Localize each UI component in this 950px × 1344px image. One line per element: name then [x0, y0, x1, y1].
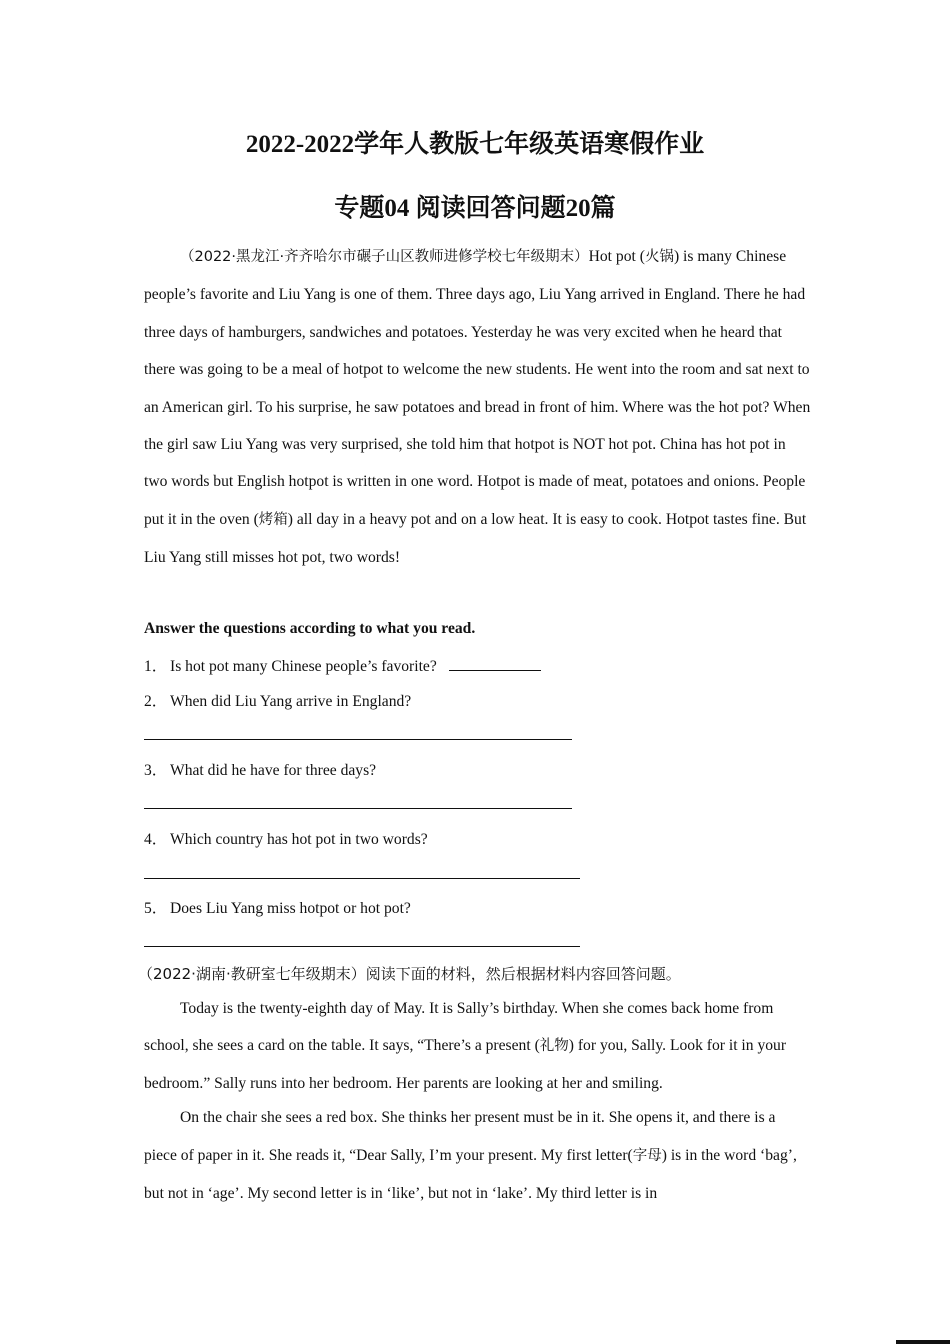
- passage-2-paragraph-2: [144, 1099, 812, 1213]
- letter-cn-word: 字母: [632, 1147, 662, 1164]
- passage-1: [144, 238, 812, 577]
- question-text: When did Liu Yang arrive in England?: [170, 693, 412, 710]
- passage-2-para1-a: Today is the twenty-eighth day of May. It is Sally’s birthday. When she comes back home from school, she sees a card on the table. It says, “There’s a present (: [144, 1000, 774, 1054]
- hotpot-cn-word: 火锅: [644, 249, 674, 265]
- passage-1-source: （2022·黑龙江·齐齐哈尔市碾子山区教师进修学校七年级期末）: [180, 249, 589, 265]
- passage-1-text-b: ) is many Chinese people’s favorite and Liu Yang is one of them. Three days ago, Liu Yang arrived in England. There he had three days of hamburgers, sandwiches and potatoes. Yesterday he was very excited when he heard that there was going to be a meal of hotpot to welcome the new students. He went into the room and sat next to an American girl. To his surprise, he saw potatoes and bread in front of him. Where was the hot pot? When the girl saw Liu Yang was very surprised, she told him that hotpot is NOT hot pot. China has hot pot in two words but English hotpot is written in one word. Hotpot is made of meat, potatoes and onions. People put it in the oven (: [144, 248, 811, 528]
- question-number: 1．: [144, 658, 168, 675]
- passage-2-para2-a: On the chair she sees a red box. She thinks her present must be in it. She opens it, and there is a piece of paper in it. She reads it, “Dear Sally, I’m your present. My first letter(: [144, 1109, 776, 1164]
- passage-2-paragraph-1: [144, 990, 812, 1102]
- instruction: Answer the questions according to what you read.: [144, 620, 476, 637]
- question-number: 5．: [144, 900, 168, 917]
- question-number: 3．: [144, 762, 168, 779]
- answer-line-3[interactable]: [144, 808, 572, 809]
- question-text: Is hot pot many Chinese people’s favorite?: [170, 658, 437, 675]
- question-text: Which country has hot pot in two words?: [170, 831, 428, 848]
- answer-blank-1[interactable]: [449, 656, 541, 671]
- document-title: 2022-2022学年人教版七年级英语寒假作业: [245, 131, 705, 158]
- passage-2-para2-b: ) is in the word ‘bag’, but not in ‘age’. My second letter is in ‘like’, but not in ‘lake’. My third letter is in: [144, 1146, 797, 1202]
- question-number: 4．: [144, 831, 168, 848]
- answer-line-2[interactable]: [144, 739, 572, 740]
- question-text: Does Liu Yang miss hotpot or hot pot?: [170, 900, 411, 917]
- question-number: 2．: [144, 693, 168, 710]
- answer-line-5[interactable]: [144, 946, 580, 947]
- question-2: [144, 689, 411, 711]
- oven-cn-word: 烤箱: [258, 511, 288, 528]
- answer-line-4[interactable]: [144, 878, 580, 879]
- passage-1-text-c: ) all day in a heavy pot and on a low heat. It is easy to cook. Hotpot tastes fine. But Liu Yang still misses hot pot, two words!: [144, 510, 807, 567]
- question-4: [144, 827, 428, 849]
- question-5: [144, 896, 411, 918]
- question-3: [144, 758, 376, 780]
- present-cn-word: 礼物: [539, 1038, 569, 1054]
- passage-1-text-a: Hot pot (: [588, 248, 645, 265]
- passage-2-source: （2022·湖南·教研室七年级期末）阅读下面的材料，然后根据材料内容回答问题。: [138, 965, 681, 983]
- question-1: [144, 654, 541, 676]
- document-subtitle: 专题04 阅读回答问题20篇: [334, 195, 616, 222]
- passage-2-para1-b: ) for you, Sally. Look for it in your bedroom.” Sally runs into her bedroom. Her parents are looking at her and smiling.: [144, 1037, 787, 1092]
- question-text: What did he have for three days?: [170, 762, 377, 779]
- page-edge-mark: [896, 1340, 950, 1344]
